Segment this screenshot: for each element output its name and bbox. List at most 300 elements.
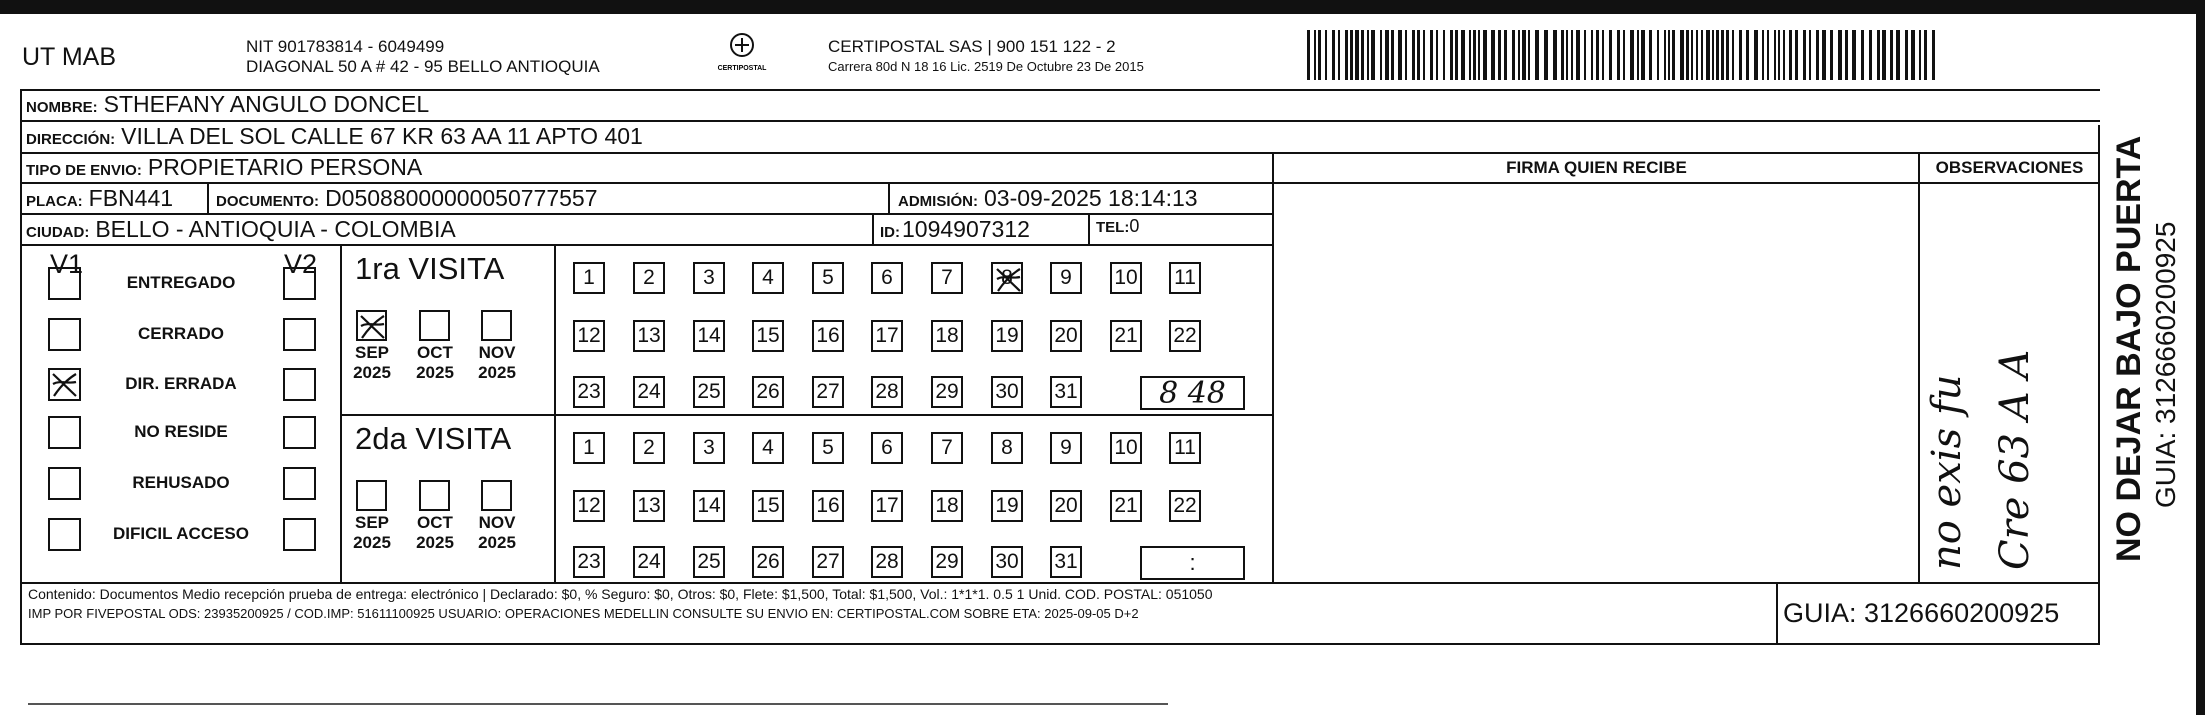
day-number: 13 — [637, 324, 661, 347]
barcode-bar — [1838, 30, 1842, 80]
day-box[interactable] — [752, 320, 784, 352]
barcode-bar — [1355, 30, 1359, 80]
barcode-bar — [1450, 30, 1453, 80]
day-box[interactable] — [1110, 490, 1142, 522]
day-box[interactable] — [871, 546, 903, 578]
time-field[interactable] — [1140, 546, 1245, 580]
barcode-bar — [1423, 30, 1425, 80]
direccion-row — [26, 123, 643, 150]
barcode-bar — [1762, 30, 1764, 80]
placa-value: FBN441 — [88, 185, 174, 211]
barcode-bar — [1816, 30, 1819, 80]
day-box[interactable] — [871, 262, 903, 294]
day-number: 25 — [697, 550, 721, 573]
barcode-bar — [1919, 30, 1921, 80]
barcode-bar — [1576, 30, 1580, 80]
day-box[interactable] — [693, 376, 725, 408]
v2-checkbox[interactable] — [283, 518, 316, 551]
visit-title: 1ra VISITA — [355, 251, 505, 286]
day-number: 14 — [697, 324, 721, 347]
barcode-bar — [1696, 30, 1698, 80]
v1-checkbox[interactable] — [48, 467, 81, 500]
day-box[interactable] — [991, 320, 1023, 352]
observation-line-1: no exis fu — [1924, 374, 1970, 570]
barcode-bar — [1726, 30, 1729, 80]
barcode-bar — [1473, 30, 1476, 80]
firma-header: FIRMA QUIEN RECIBE — [1506, 158, 1687, 177]
tel-cell — [1096, 216, 1139, 237]
day-box[interactable] — [752, 546, 784, 578]
barcode-bar — [1882, 30, 1886, 80]
barcode-bar — [1461, 30, 1465, 80]
day-box[interactable] — [812, 320, 844, 352]
day-box[interactable] — [1110, 432, 1142, 464]
barcode-bar — [1504, 30, 1507, 80]
placa-divider — [207, 182, 209, 213]
barcode-bar — [1746, 30, 1749, 80]
barcode-bar — [1571, 30, 1573, 80]
day-box[interactable] — [1050, 376, 1082, 408]
barcode-bar — [1869, 30, 1872, 80]
barcode-bar — [1391, 30, 1394, 80]
day-box[interactable] — [633, 262, 665, 294]
obs-left-line — [1918, 152, 1920, 582]
barcode-bar — [1345, 30, 1348, 80]
barcode-bar — [1617, 30, 1620, 80]
day-box[interactable] — [573, 262, 605, 294]
barcode-bar — [1325, 30, 1327, 80]
bottom-line — [28, 703, 1168, 705]
day-number: 18 — [935, 494, 959, 517]
day-box[interactable] — [752, 262, 784, 294]
right-border — [2196, 0, 2205, 715]
barcode-bar — [1754, 30, 1758, 80]
month-label: NOV — [478, 513, 516, 532]
day-box[interactable] — [752, 376, 784, 408]
barcode-bar — [1712, 30, 1714, 80]
month-checkbox[interactable] — [481, 480, 512, 511]
admision-divider — [888, 182, 890, 213]
barcode-bar — [1338, 30, 1340, 80]
barcode-bar — [1436, 30, 1438, 80]
day-box[interactable] — [931, 432, 963, 464]
month-checkbox[interactable] — [356, 310, 387, 341]
month-label: OCT — [417, 513, 453, 532]
day-box[interactable] — [633, 546, 665, 578]
day-number: 2 — [643, 436, 655, 459]
row-line-bottom — [20, 643, 2100, 645]
day-number: 29 — [935, 380, 959, 403]
month-checkbox[interactable] — [419, 310, 450, 341]
barcode-bar — [1561, 30, 1564, 80]
barcode-bar — [1553, 30, 1557, 80]
day-box[interactable] — [991, 546, 1023, 578]
barcode-bar — [1924, 30, 1927, 80]
barcode-bar — [1483, 30, 1487, 80]
year-label: 2025 — [416, 363, 454, 382]
day-box[interactable] — [871, 432, 903, 464]
day-check-mark — [994, 265, 1023, 300]
year-label: 2025 — [478, 533, 516, 552]
day-box[interactable] — [991, 432, 1023, 464]
barcode-bar — [1896, 30, 1900, 80]
day-box[interactable] — [1169, 490, 1201, 522]
ciudad-value: BELLO - ANTIOQUIA - COLOMBIA — [95, 216, 456, 242]
day-box[interactable] — [573, 432, 605, 464]
v2-checkbox[interactable] — [283, 416, 316, 449]
day-number: 12 — [577, 494, 601, 517]
v1-checkbox[interactable] — [48, 518, 81, 551]
status-label-1: CERRADO — [138, 324, 224, 343]
day-box[interactable] — [871, 320, 903, 352]
day-number: 6 — [881, 436, 893, 459]
barcode — [1305, 30, 1941, 80]
day-number: 19 — [995, 494, 1019, 517]
v1-checkbox[interactable] — [48, 416, 81, 449]
month-label: SEP — [354, 513, 390, 532]
v1-checkbox[interactable] — [48, 267, 81, 300]
tel-value: 0 — [1129, 216, 1140, 236]
id-divider — [872, 213, 874, 244]
day-box[interactable] — [931, 490, 963, 522]
day-box[interactable] — [812, 490, 844, 522]
day-box[interactable] — [693, 262, 725, 294]
company-name: UT MAB — [22, 43, 116, 71]
month-checkbox[interactable] — [419, 480, 450, 511]
day-number: 16 — [816, 324, 840, 347]
barcode-bar — [1596, 30, 1599, 80]
barcode-bar — [1767, 30, 1769, 80]
month-label: OCT — [417, 343, 453, 362]
day-number: 10 — [1114, 266, 1138, 289]
barcode-bar — [1350, 30, 1353, 80]
day-box[interactable] — [573, 490, 605, 522]
day-box[interactable] — [991, 490, 1023, 522]
barcode-bar — [1528, 30, 1530, 80]
barcode-bar — [1609, 30, 1612, 80]
tel-label: TEL: — [1096, 219, 1130, 236]
day-number: 1 — [583, 266, 595, 289]
barcode-bar — [1443, 30, 1445, 80]
barcode-bar — [1721, 30, 1724, 80]
day-number: 7 — [941, 266, 953, 289]
barcode-bar — [1778, 30, 1780, 80]
id-label: ID: — [880, 224, 900, 241]
tel-divider — [1088, 213, 1090, 244]
admision-label: ADMISIÓN: — [898, 193, 978, 210]
barcode-bar — [1795, 30, 1798, 80]
day-box[interactable] — [991, 376, 1023, 408]
barcode-bar — [1469, 30, 1471, 80]
placa-label: PLACA: — [26, 193, 83, 210]
visit-divider — [554, 244, 556, 582]
day-box[interactable] — [931, 320, 963, 352]
firma-left-line — [1272, 152, 1274, 582]
day-number: 4 — [762, 436, 774, 459]
day-number: 27 — [816, 550, 840, 573]
status-label-3: NO RESIDE — [134, 422, 228, 441]
barcode-bar — [1371, 30, 1375, 80]
ciudad-label: CIUDAD: — [26, 224, 90, 241]
footer-guia: GUIA: 3126660200925 — [1783, 598, 2060, 628]
barcode-bar — [1830, 30, 1833, 80]
barcode-bar — [1789, 30, 1792, 80]
day-number: 11 — [1174, 266, 1196, 289]
barcode-bar — [1318, 30, 1321, 80]
top-border — [0, 0, 2205, 14]
barcode-bar — [1637, 30, 1639, 80]
day-number: 17 — [875, 324, 899, 347]
barcode-bar — [1890, 30, 1893, 80]
year-label: 2025 — [353, 363, 391, 382]
barcode-bar — [1905, 30, 1908, 80]
day-number: 28 — [875, 380, 899, 403]
day-box[interactable] — [1110, 262, 1142, 294]
row-line-4 — [20, 213, 1272, 215]
barcode-bar — [1668, 30, 1670, 80]
day-number: 20 — [1054, 324, 1078, 347]
day-box[interactable] — [633, 432, 665, 464]
barcode-bar — [1412, 30, 1415, 80]
day-number: 29 — [935, 550, 959, 573]
barcode-bar — [1385, 30, 1389, 80]
day-number: 26 — [756, 380, 780, 403]
day-number: 24 — [637, 380, 661, 403]
barcode-bar — [1535, 30, 1539, 80]
day-number: 22 — [1173, 494, 1197, 517]
day-box[interactable] — [693, 432, 725, 464]
footer-guia-divider — [1776, 582, 1778, 643]
barcode-bar — [1566, 30, 1568, 80]
day-number: 9 — [1060, 266, 1072, 289]
day-box[interactable] — [812, 262, 844, 294]
barcode-bar — [1544, 30, 1548, 80]
year-label: 2025 — [353, 533, 391, 552]
day-number: 4 — [762, 266, 774, 289]
barcode-bar — [1803, 30, 1806, 80]
visit-separator — [340, 414, 1272, 416]
barcode-bar — [1630, 30, 1634, 80]
row-line-col-header — [1275, 182, 2098, 184]
barcode-bar — [1478, 30, 1480, 80]
month-checkbox[interactable] — [356, 480, 387, 511]
v2-checkbox[interactable] — [283, 467, 316, 500]
day-box[interactable] — [573, 546, 605, 578]
day-box[interactable] — [1110, 320, 1142, 352]
documento-cell — [216, 185, 598, 212]
barcode-bar — [1518, 30, 1520, 80]
month-checkbox[interactable] — [481, 310, 512, 341]
day-box[interactable] — [991, 262, 1023, 294]
year-label: 2025 — [416, 533, 454, 552]
day-number: 26 — [756, 550, 780, 573]
time-value: 8 48 — [1159, 375, 1226, 411]
day-number: 22 — [1173, 324, 1197, 347]
barcode-bar — [1774, 30, 1776, 80]
svg-text:CERTIPOSTAL: CERTIPOSTAL — [717, 65, 767, 72]
day-box[interactable] — [871, 376, 903, 408]
status-label-0: ENTREGADO — [126, 273, 236, 292]
day-box[interactable] — [1050, 262, 1082, 294]
day-number: 12 — [577, 324, 601, 347]
barcode-bar — [1584, 30, 1586, 80]
barcode-bar — [1783, 30, 1785, 80]
observation-line-2: Cre 63 A A — [1992, 349, 2038, 570]
certipostal-logo — [717, 32, 767, 76]
day-number: 5 — [822, 266, 834, 289]
v2-checkbox[interactable] — [283, 267, 316, 300]
barcode-bar — [1512, 30, 1515, 80]
signature-area[interactable] — [1280, 186, 1916, 580]
direccion-value: VILLA DEL SOL CALLE 67 KR 63 AA 11 APTO 401 — [121, 123, 643, 149]
day-number: 24 — [637, 550, 661, 573]
barcode-bar — [1398, 30, 1402, 80]
day-box[interactable] — [812, 376, 844, 408]
day-box[interactable] — [1050, 432, 1082, 464]
day-number: 21 — [1114, 494, 1138, 517]
day-box[interactable] — [573, 320, 605, 352]
day-number: 23 — [577, 550, 601, 573]
admision-value: 03-09-2025 18:14:13 — [984, 185, 1198, 211]
day-box[interactable] — [1050, 546, 1082, 578]
status-label-5: DIFICIL ACCESO — [112, 524, 249, 543]
day-box[interactable] — [812, 432, 844, 464]
barcode-bar — [1911, 30, 1915, 80]
day-box[interactable] — [752, 432, 784, 464]
barcode-bar — [1664, 30, 1666, 80]
v1-header: V1 — [50, 249, 84, 279]
day-number: 28 — [875, 550, 899, 573]
day-box[interactable] — [1050, 320, 1082, 352]
day-number: 14 — [697, 494, 721, 517]
day-box[interactable] — [693, 546, 725, 578]
id-value: 1094907312 — [902, 216, 1030, 242]
barcode-bar — [1809, 30, 1811, 80]
day-box[interactable] — [931, 262, 963, 294]
time-field[interactable] — [1140, 376, 1245, 410]
barcode-bar — [1706, 30, 1710, 80]
day-box[interactable] — [871, 490, 903, 522]
observaciones-header: OBSERVACIONES — [1935, 158, 2084, 177]
month-label: NOV — [478, 343, 516, 362]
footer-line-2: IMP POR FIVEPOSTAL ODS: 23935200925 / COD.IMP: 51611100925 USUARIO: OPERACIONES MEDELLIN CONSULTE SU ENVIO EN: CERTIPOSTAL.COM SOBRE ETA: 2025-09-05 D+2 — [28, 606, 1139, 621]
barcode-bar — [1861, 30, 1864, 80]
side-guia: GUIA: 3126660200925 — [2150, 221, 2181, 508]
documento-label: DOCUMENTO: — [216, 193, 320, 210]
barcode-bar — [1732, 30, 1734, 80]
nombre-value: STHEFANY ANGULO DONCEL — [103, 91, 430, 117]
day-box[interactable] — [573, 376, 605, 408]
day-number: 18 — [935, 324, 959, 347]
day-box[interactable] — [931, 376, 963, 408]
v1-checkbox[interactable] — [48, 318, 81, 351]
day-number: 27 — [816, 380, 840, 403]
barcode-bar — [1672, 30, 1675, 80]
v2-header: V2 — [284, 249, 318, 279]
barcode-bar — [1380, 30, 1382, 80]
month-label: SEP — [354, 343, 390, 362]
day-box[interactable] — [633, 490, 665, 522]
status-label-4: REHUSADO — [132, 473, 230, 492]
barcode-bar — [1417, 30, 1420, 80]
status-label-2: DIR. ERRADA — [125, 374, 237, 393]
day-number: 31 — [1054, 550, 1078, 573]
status-divider — [340, 244, 342, 582]
v2-checkbox[interactable] — [283, 318, 316, 351]
barcode-bar — [1845, 30, 1848, 80]
day-box[interactable] — [1169, 432, 1201, 464]
day-number: 15 — [756, 324, 780, 347]
day-number: 30 — [995, 380, 1019, 403]
day-number: 15 — [756, 494, 780, 517]
day-number: 21 — [1114, 324, 1138, 347]
ciudad-cell — [26, 216, 456, 243]
v2-checkbox[interactable] — [283, 368, 316, 401]
barcode-bar — [1307, 30, 1310, 80]
barcode-bar — [1498, 30, 1501, 80]
day-box[interactable] — [752, 490, 784, 522]
day-box[interactable] — [633, 376, 665, 408]
company-nit: NIT 901783814 - 6049499 — [246, 37, 445, 56]
day-number: 8 — [1001, 266, 1013, 289]
barcode-bar — [1932, 30, 1935, 80]
day-number: 2 — [643, 266, 655, 289]
barcode-bar — [1691, 30, 1693, 80]
barcode-bar — [1649, 30, 1652, 80]
placa-cell — [26, 185, 173, 212]
barcode-bar — [1877, 30, 1880, 80]
year-label: 2025 — [478, 363, 516, 382]
tipo-label: TIPO DE ENVIO: — [26, 162, 142, 179]
day-number: 30 — [995, 550, 1019, 573]
day-box[interactable] — [1050, 490, 1082, 522]
barcode-bar — [1361, 30, 1364, 80]
day-number: 9 — [1060, 436, 1072, 459]
day-box[interactable] — [633, 320, 665, 352]
barcode-bar — [1716, 30, 1719, 80]
v1-checkbox[interactable] — [48, 368, 81, 401]
day-number: 19 — [995, 324, 1019, 347]
day-number: 23 — [577, 380, 601, 403]
table-right-line — [2098, 125, 2100, 645]
day-number: 11 — [1174, 436, 1196, 459]
day-box[interactable] — [693, 490, 725, 522]
barcode-bar — [1591, 30, 1593, 80]
direccion-label: DIRECCIÓN: — [26, 131, 116, 148]
barcode-bar — [1314, 30, 1316, 80]
barcode-bar — [1701, 30, 1703, 80]
barcode-bar — [1852, 30, 1856, 80]
nombre-label: NOMBRE: — [26, 99, 98, 116]
day-box[interactable] — [931, 546, 963, 578]
row-line-footer — [20, 582, 2100, 584]
barcode-bar — [1641, 30, 1645, 80]
day-box[interactable] — [812, 546, 844, 578]
side-warning: NO DEJAR BAJO PUERTA — [2110, 135, 2148, 562]
carrier-license: Carrera 80d N 18 16 Lic. 2519 De Octubre 23 De 2015 — [828, 59, 1144, 74]
day-box[interactable] — [693, 320, 725, 352]
day-box[interactable] — [1169, 320, 1201, 352]
barcode-bar — [1657, 30, 1659, 80]
footer-line-1: Contenido: Documentos Medio recepción prueba de entrega: electrónico | Declarado: $0, % Seguro: $0, Otros: $0, Flete: $1,500, Total: $1,500, Vol.: 1*1*1. 0.5 1 Unid. COD. POSTAL: 051050 — [28, 586, 1213, 602]
day-number: 5 — [822, 436, 834, 459]
barcode-bar — [1522, 30, 1526, 80]
table-left-line — [20, 89, 22, 645]
barcode-bar — [1623, 30, 1625, 80]
day-box[interactable] — [1169, 262, 1201, 294]
day-number: 10 — [1114, 436, 1138, 459]
barcode-bar — [1430, 30, 1433, 80]
